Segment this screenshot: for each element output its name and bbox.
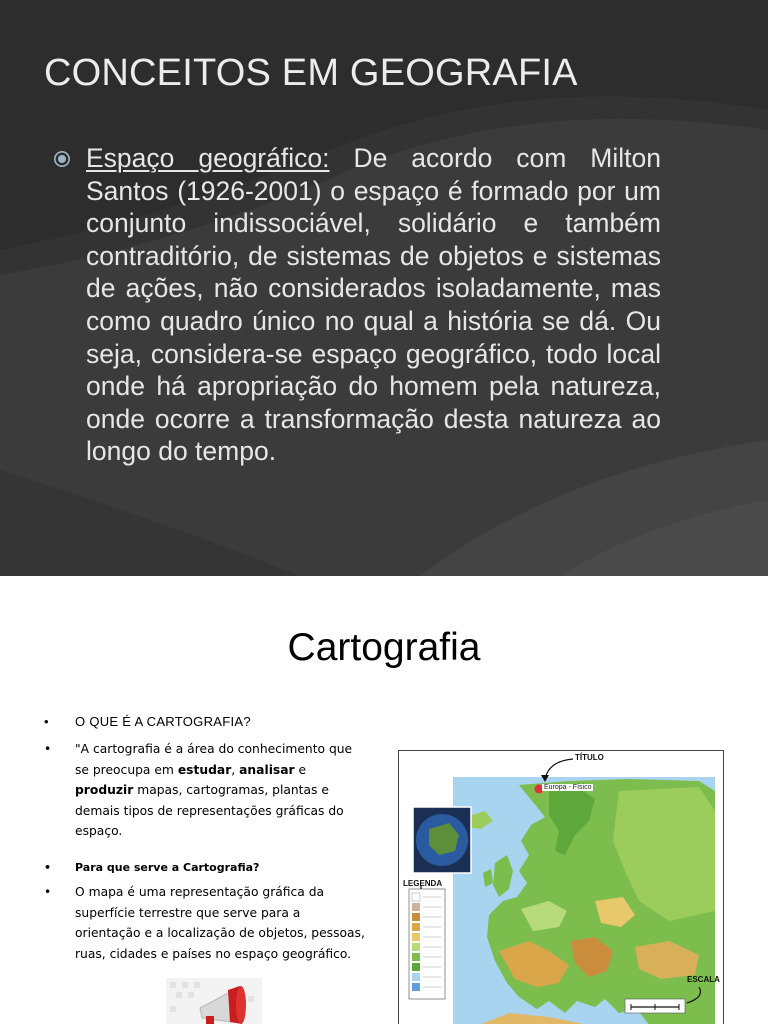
bullet-dot: • [44, 714, 49, 729]
subquestion-text: Para que serve a Cartografia? [75, 860, 260, 874]
definition-part: e [294, 762, 307, 777]
map-scale-label: ESCALA [687, 975, 720, 984]
bullet-dot: • [44, 884, 52, 899]
question-text: O QUE É A CARTOGRAFIA? [75, 714, 251, 729]
definition-bold: analisar [239, 762, 295, 777]
slide-1-title: CONCEITOS EM GEOGRAFIA [44, 52, 578, 94]
definition-bold: estudar [177, 762, 232, 777]
map-legend-label: LEGENDA [403, 879, 443, 888]
europe-map-figure [398, 750, 724, 1024]
bullet-target-icon [53, 150, 71, 168]
bullet-text: De acordo com Milton Santos (1926-2001) o espaço é formado por um conjunto indissociável, solidário e também contraditório, de sistemas de objetos e sistemas de ações, não considerados isoladamente, mas como quadro único no qual a história se dá. Ou seja, considera-se espaço geográfico, todo local onde há apropriação do homem pela natureza, onde ocorre a transformação desta natureza ao longo do tempo. [86, 143, 662, 467]
bullet-paragraph [86, 142, 661, 468]
definition-bold: produzir [75, 783, 134, 798]
list-item [44, 882, 366, 964]
definition-part: , [231, 762, 240, 777]
slide-2 [0, 576, 768, 1024]
bullet-list [44, 714, 366, 964]
bullet-dot: • [44, 742, 52, 756]
list-item [44, 714, 366, 730]
map-image [399, 751, 723, 1024]
bullet-term: Espaço geográfico: [86, 143, 330, 173]
slide-2-title: Cartografia [287, 626, 481, 669]
map-name-badge: Europa - Físico [544, 784, 592, 791]
map-title-label: TÍTULO [575, 753, 604, 762]
bullet-dot: • [44, 860, 52, 874]
megaphone-icon [166, 978, 262, 1024]
definition-text [75, 742, 352, 838]
definition-part: mapas, cartogramas, plantas e demais tipos de representações gráficas do espaço. [75, 783, 344, 839]
list-item [44, 739, 366, 842]
definition-part: "A cartografia é a área do conhecimento que se preocupa em [75, 742, 353, 777]
map-description-text: O mapa é uma representação gráfica da superfície terrestre que serve para a orientação e a localização de objetos, pessoas, ruas, cidades e países no espaço geográfico. [75, 884, 365, 961]
list-item [44, 860, 366, 876]
